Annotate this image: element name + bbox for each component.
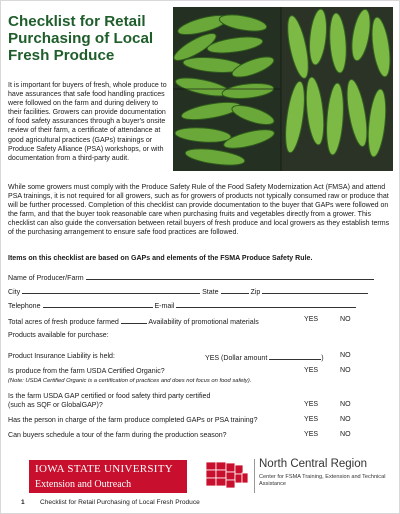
training-no[interactable]: NO (340, 416, 351, 423)
producer-label: Name of Producer/Farm (8, 275, 84, 282)
north-central-region-map-icon (204, 460, 252, 492)
city-label: City (8, 289, 21, 296)
state-field[interactable] (221, 286, 249, 294)
isu-subtitle: Extension and Outreach (35, 479, 132, 490)
acres-row (8, 316, 259, 327)
insurance-amount-row (205, 352, 324, 363)
intro-paragraph: It is important for buyers of fresh, whole produce to have assurances that safe food handling practices were followed on the farm and during delivery to their facilities. Growers can provide documentation of food safety assurances through a buyer's onsite review of their farm, a certificate of attendance at good agricultural practices (GAPs) trainings or Produce Safety Alliance (PSA) workshops, or with documentation from a third-party audit. (8, 82, 167, 162)
city-field[interactable] (22, 286, 200, 294)
email-label: E-mail (154, 303, 175, 310)
tour-question: Can buyers schedule a tour of the farm during the production season? (8, 432, 227, 439)
telephone-field[interactable] (43, 300, 153, 308)
organic-question: Is produce from the farm USDA Certified Organic? (8, 368, 165, 375)
gap-question-line1: Is the farm USDA GAP certified or food safety third party certified (8, 393, 211, 400)
tour-yes[interactable]: YES (304, 431, 319, 438)
zip-label: Zip (250, 289, 261, 296)
footer-divider (254, 459, 255, 493)
insurance-yes[interactable]: YES (Dollar amount (205, 355, 268, 362)
gap-question-line2: (such as SQF or GlobalGAP)? (8, 402, 103, 409)
cucumber-photo (173, 7, 393, 171)
page-number: 1 (21, 499, 25, 506)
insurance-close: ) (321, 355, 324, 362)
body-paragraph: While some growers must comply with the Produce Safety Rule of the Food Safety Modernization Act (FMSA) and attend PSA trainings, it is not required for all growers, such as for growers of products not typically consumed raw or produce that will be further processed. Completion of this checklist can provide documentation to the buyer that GAPs were followed on the farm, and that the buyer took reasonable care when purchasing fruits and vegetables directly from a grower. This checklist can also guide the conversation between retail buyers of fresh produce and local growers as they establish terms of the purchasing arrangement to ensure safe food practices are followed. (8, 184, 390, 237)
insurance-no[interactable]: NO (340, 352, 351, 359)
zip-field[interactable] (262, 286, 368, 294)
tour-no[interactable]: NO (340, 431, 351, 438)
products-row (8, 331, 109, 340)
checklist-note: Items on this checklist are based on GAPs and elements of the FSMA Produce Safety Rule. (8, 255, 313, 262)
products-label: Products available for purchase: (8, 332, 109, 339)
insurance-label: Product Insurance Liability is held: (8, 353, 115, 360)
training-question: Has the person in charge of the farm produce completed GAPs or PSA training? (8, 417, 258, 424)
footer-page-title: Checklist for Retail Purchasing of Local Fresh Produce (40, 499, 200, 506)
city-row (8, 286, 368, 297)
promo-no[interactable]: NO (340, 316, 351, 323)
gap-yes[interactable]: YES (304, 401, 319, 408)
isu-name: IOWA STATE UNIVERSITY (35, 463, 174, 475)
promo-yes[interactable]: YES (304, 316, 319, 323)
contact-row (8, 300, 356, 311)
organic-row (8, 367, 165, 376)
producer-row (8, 272, 374, 283)
email-field[interactable] (176, 300, 356, 308)
ncr-title: North Central Region (259, 458, 368, 470)
state-label: State (202, 289, 219, 296)
producer-field[interactable] (86, 272, 374, 280)
organic-no[interactable]: NO (340, 367, 351, 374)
isu-logo (29, 460, 187, 493)
acres-field[interactable] (121, 316, 147, 324)
organic-note: (Note: USDA Certified Organic is a certification of practices and does not focus on food safety). (8, 378, 252, 384)
page-title: Checklist for Retail Purchasing of Local Fresh Produce (8, 13, 154, 64)
training-yes[interactable]: YES (304, 416, 319, 423)
insurance-row (8, 352, 115, 361)
organic-yes[interactable]: YES (304, 367, 319, 374)
acres-label: Total acres of fresh produce farmed (8, 319, 119, 326)
insurance-amount-field[interactable] (269, 352, 324, 362)
gap-no[interactable]: NO (340, 401, 351, 408)
promo-label: Availability of promotional materials (148, 319, 259, 326)
ncr-subtitle: Center for FSMA Training, Extension and Technical Assistance (259, 474, 386, 487)
telephone-label: Telephone (8, 303, 41, 310)
